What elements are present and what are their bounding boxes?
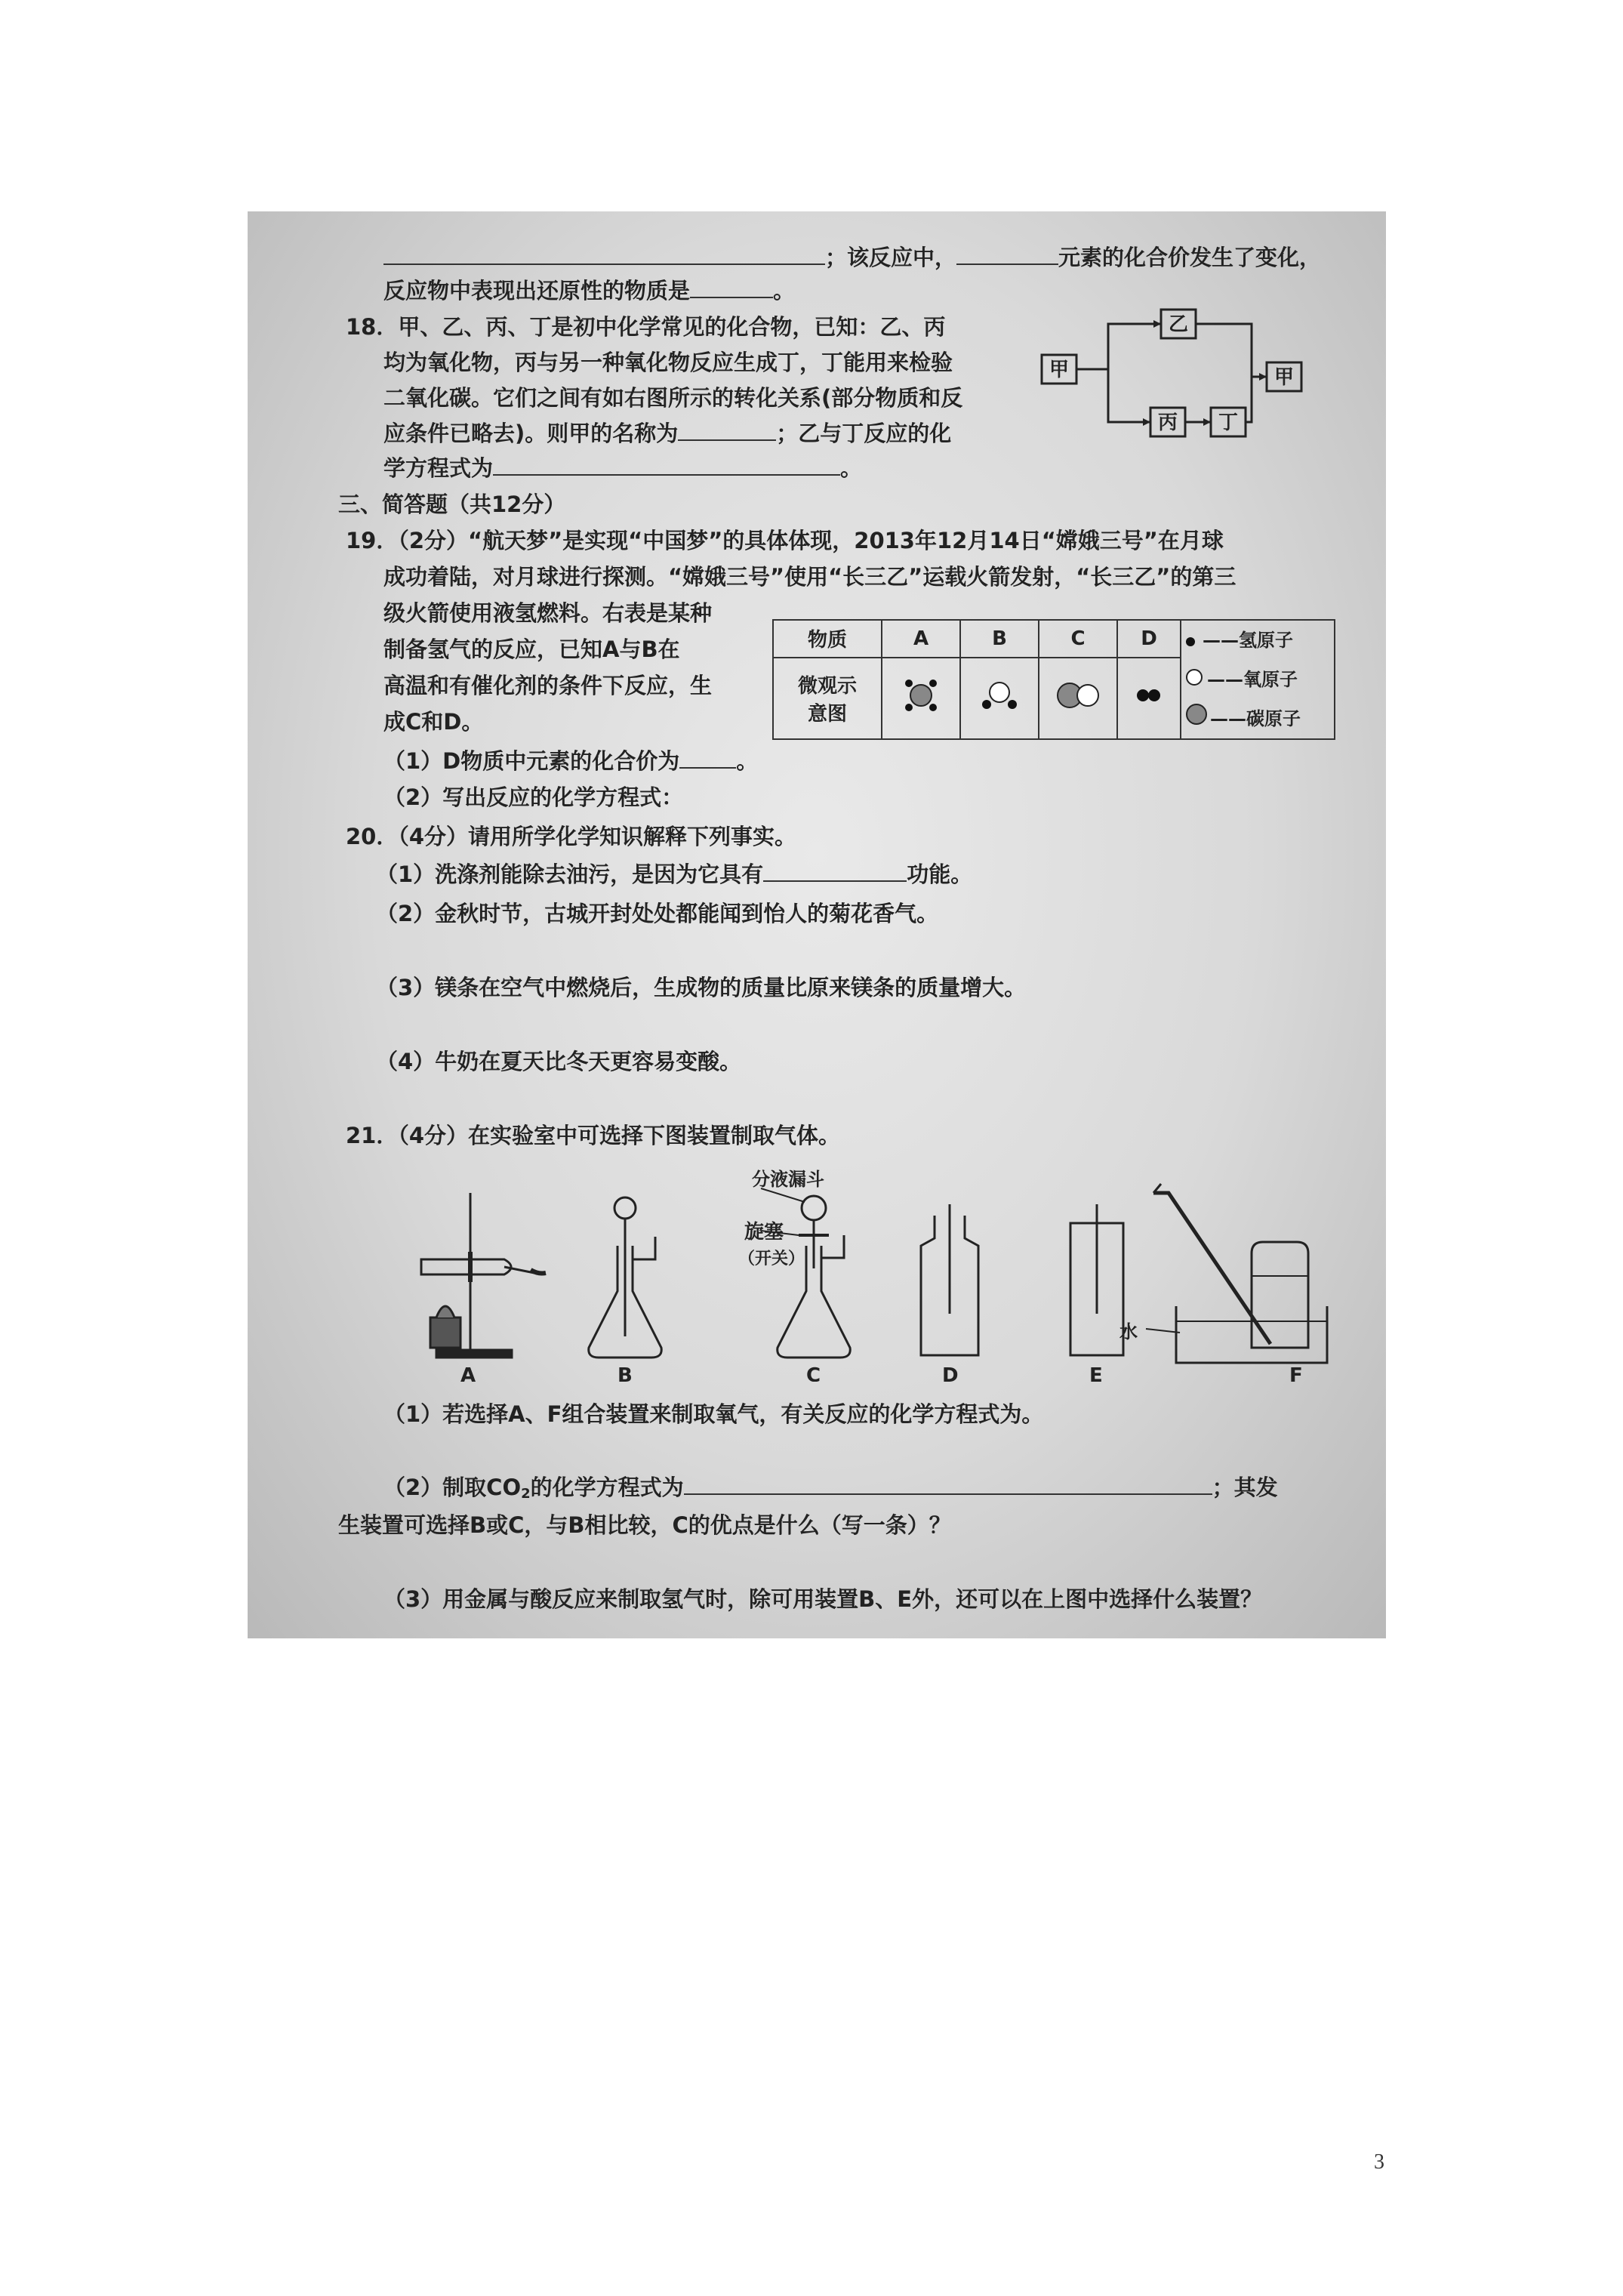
molecule-a [882, 658, 960, 739]
top-line-2: 反应物中表现出还原性的物质是 。 [383, 278, 796, 304]
legend-oxygen: ——氧原子 [1186, 660, 1329, 699]
col-b: B [960, 620, 1039, 658]
blank [684, 1474, 1212, 1495]
section-title: 三、简答题（共12分） [338, 492, 566, 517]
molecule-b [960, 658, 1039, 739]
stopcock-label: 旋塞 [744, 1221, 784, 1244]
top-line-1: ；该反应中， 元素的化合价发生了变化， [383, 244, 1321, 271]
label-e: E [1089, 1364, 1103, 1382]
conversion-diagram [1033, 302, 1312, 445]
label-jia: 甲 [1049, 359, 1070, 381]
q18-line-1: 18．甲、乙、丙、丁是初中化学常见的化合物，已知：乙、丙 [346, 314, 946, 340]
col-d: D [1117, 620, 1181, 658]
q21-part-2-cont: 生装置可选择B或C，与B相比较，C的优点是什么（写一条）？ [338, 1512, 951, 1538]
blank [690, 277, 773, 298]
label-ding: 丁 [1218, 411, 1239, 434]
label-c: C [806, 1364, 821, 1382]
blank [678, 420, 776, 441]
micro-table [772, 619, 1335, 740]
carbon-atom-icon [1186, 704, 1207, 725]
blank [383, 244, 825, 265]
molecule-d [1117, 658, 1181, 739]
molecule-c [1039, 658, 1117, 739]
q20-part-1: （1）洗涤剂能除去油污，是因为它具有 功能。 [376, 861, 973, 887]
q19-line-3: 级火箭使用液氢燃料。右表是某种 [383, 600, 713, 626]
q19-line-2: 成功着陆，对月球进行探测。“嫦娥三号”使用“长三乙”运载火箭发射，“长三乙”的第三 [383, 564, 1236, 590]
q18-line-5: 学方程式为 。 [383, 455, 863, 481]
label-bing: 丙 [1158, 411, 1178, 434]
q18-line-3: 二氧化碳。它们之间有如右图所示的转化关系(部分物质和反 [383, 385, 963, 411]
blank [493, 455, 840, 476]
q21-part-1: （1）若选择A、F组合装置来制取氧气，有关反应的化学方程式为。 [383, 1401, 1044, 1427]
label-f: F [1289, 1364, 1303, 1382]
hydrogen-atom-icon [1186, 637, 1195, 646]
legend-carbon: ——碳原子 [1186, 699, 1329, 738]
blank [679, 747, 736, 769]
funnel-label: 分液漏斗 [752, 1169, 824, 1190]
col-a: A [882, 620, 960, 658]
molecule-d-icon [1130, 673, 1168, 718]
blank [956, 244, 1058, 265]
q19-line-4: 制备氢气的反应，已知A与B在 [383, 636, 680, 662]
q18-line-2: 均为氧化物，丙与另一种氧化物反应生成丁，丁能用来检验 [383, 350, 953, 375]
row-label: 微观示 意图 [773, 658, 882, 739]
switch-label: （开关） [738, 1250, 805, 1268]
label-a: A [460, 1364, 476, 1382]
q21-line-1: 21．（4分）在实验室中可选择下图装置制取气体。 [346, 1123, 841, 1148]
blank [763, 861, 907, 882]
label-b: B [617, 1364, 633, 1382]
label-jia2: 甲 [1274, 366, 1295, 389]
q21-part-2: （2）制取$CO_2$的化学方程式为 ；其发 [383, 1475, 1278, 1502]
q19-line-1: 19．（2分）“航天梦”是实现“中国梦”的具体体现，2013年12月14日“嫦娥三号”在月球 [346, 528, 1224, 553]
q20-line-1: 20．（4分）请用所学化学知识解释下列事实。 [346, 824, 797, 849]
q19-line-5: 高温和有催化剂的条件下反应，生 [383, 673, 713, 698]
col-c: C [1039, 620, 1117, 658]
molecule-a-icon [898, 673, 944, 718]
scanned-photo [248, 211, 1386, 1638]
q18-line-4: 应条件已略去)。则甲的名称为 ；乙与丁反应的化 [383, 421, 952, 446]
legend-cell [1181, 620, 1335, 739]
q20-part-4: （4）牛奶在夏天比冬天更容易变酸。 [376, 1049, 742, 1074]
label-d: D [942, 1364, 959, 1382]
q19-part-2: （2）写出反应的化学方程式： [383, 784, 684, 810]
page-number: 3 [1374, 2150, 1384, 2174]
molecule-b-icon [977, 673, 1022, 718]
q21-part-3: （3）用金属与酸反应来制取氢气时，除可用装置B、E外，还可以在上图中选择什么装置？ [383, 1586, 1263, 1612]
apparatus-figure [391, 1163, 1342, 1382]
q19-part-1: （1）D物质中元素的化合价为 。 [383, 748, 759, 774]
legend-hydrogen: ——氢原子 [1186, 621, 1329, 660]
water-label: 水 [1119, 1321, 1138, 1342]
label-yi: 乙 [1169, 313, 1189, 336]
q19-line-6: 成C和D。 [383, 709, 484, 735]
table-head: 物质 [773, 620, 882, 658]
q20-part-3: （3）镁条在空气中燃烧后，生成物的质量比原来镁条的质量增大。 [376, 975, 1027, 1000]
molecule-c-icon [1052, 673, 1104, 718]
oxygen-atom-icon [1186, 669, 1203, 686]
q20-part-2: （2）金秋时节，古城开封处处都能闻到怡人的菊花香气。 [376, 901, 939, 926]
